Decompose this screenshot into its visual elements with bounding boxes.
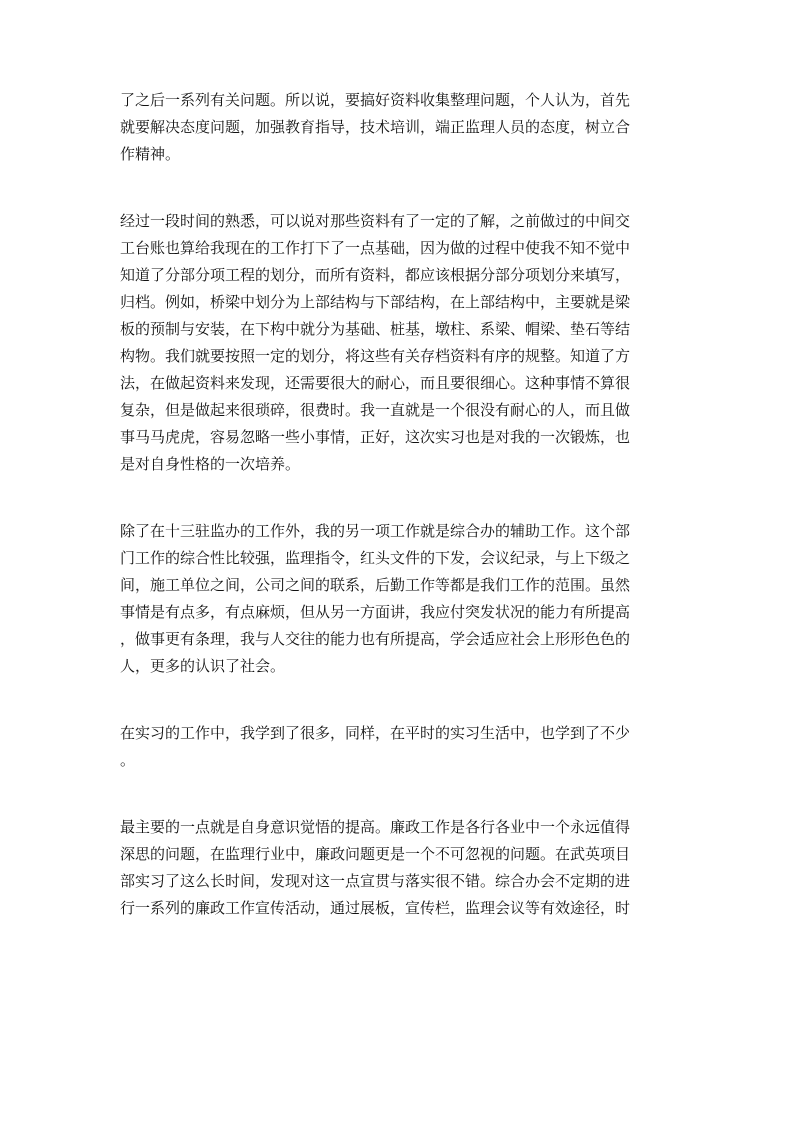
paragraph-5 [120,814,670,922]
text-line: 归档。例如，桥梁中划分为上部结构与下部结构，在上部结构中，主要就是梁 [120,293,631,311]
text-line: 。 [120,751,136,769]
text-line: 除了在十三驻监办的工作外，我的另一项工作就是综合办的辅助工作。这个部 [120,522,631,540]
text-line: 工台账也算给我现在的工作打下了一点基础，因为做的过程中使我不知不觉中 [120,239,631,257]
text-line: 最主要的一点就是自身意识觉悟的提高。廉政工作是各行各业中一个永远值得 [120,818,631,836]
text-line: ，做事更有条理，我与人交往的能力也有所提高，学会适应社会上形形色色的 [120,630,631,648]
text-line: 部实习了这么长时间，发现对这一点宣贯与落实很不错。综合办会不定期的进 [120,872,631,890]
document-body [120,87,670,962]
text-line: 事马马虎虎，容易忽略一些小事情，正好，这次实习也是对我的一次锻炼，也 [120,428,631,446]
paragraph-2 [120,208,670,478]
text-line: 人，更多的认识了社会。 [120,657,286,675]
text-line: 行一系列的廉政工作宣传活动，通过展板，宣传栏，监理会议等有效途径，时 [120,899,631,917]
text-line: 就要解决态度问题，加强教育指导，技术培训，端正监理人员的态度，树立合 [120,118,631,136]
text-line: 了之后一系列有关问题。所以说，要搞好资料收集整理问题，个人认为，首先 [120,91,631,109]
text-line: 法，在做起资料来发现，还需要很大的耐心，而且要很细心。这种事情不算很 [120,374,631,392]
text-line: 板的预制与安装，在下构中就分为基础、桩基，墩柱、系梁、帽梁、垫石等结 [120,320,631,338]
text-line: 事情是有点多，有点麻烦，但从另一方面讲，我应付突发状况的能力有所提高 [120,603,631,621]
text-line: 经过一段时间的熟悉，可以说对那些资料有了一定的了解，之前做过的中间交 [120,212,631,230]
text-line: 构物。我们就要按照一定的划分，将这些有关存档资料有序的规整。知道了方 [120,347,631,365]
text-line: 复杂，但是做起来很琐碎，很费时。我一直就是一个很没有耐心的人，而且做 [120,401,631,419]
text-line: 深思的问题，在监理行业中，廉政问题更是一个不可忽视的问题。在武英项目 [120,845,631,863]
paragraph-1 [120,87,670,168]
text-line: 间，施工单位之间，公司之间的联系，后勤工作等都是我们工作的范围。虽然 [120,576,631,594]
text-line: 是对自身性格的一次培养。 [120,455,301,473]
paragraph-4 [120,720,670,774]
text-line: 门工作的综合性比较强，监理指令，红头文件的下发，会议纪录，与上下级之 [120,549,631,567]
text-line: 在实习的工作中，我学到了很多，同样，在平时的实习生活中，也学到了不少 [120,724,631,742]
text-line: 知道了分部分项工程的划分，而所有资料，都应该根据分部分项划分来填写， [120,266,631,284]
text-line: 作精神。 [120,145,181,163]
paragraph-3 [120,518,670,680]
